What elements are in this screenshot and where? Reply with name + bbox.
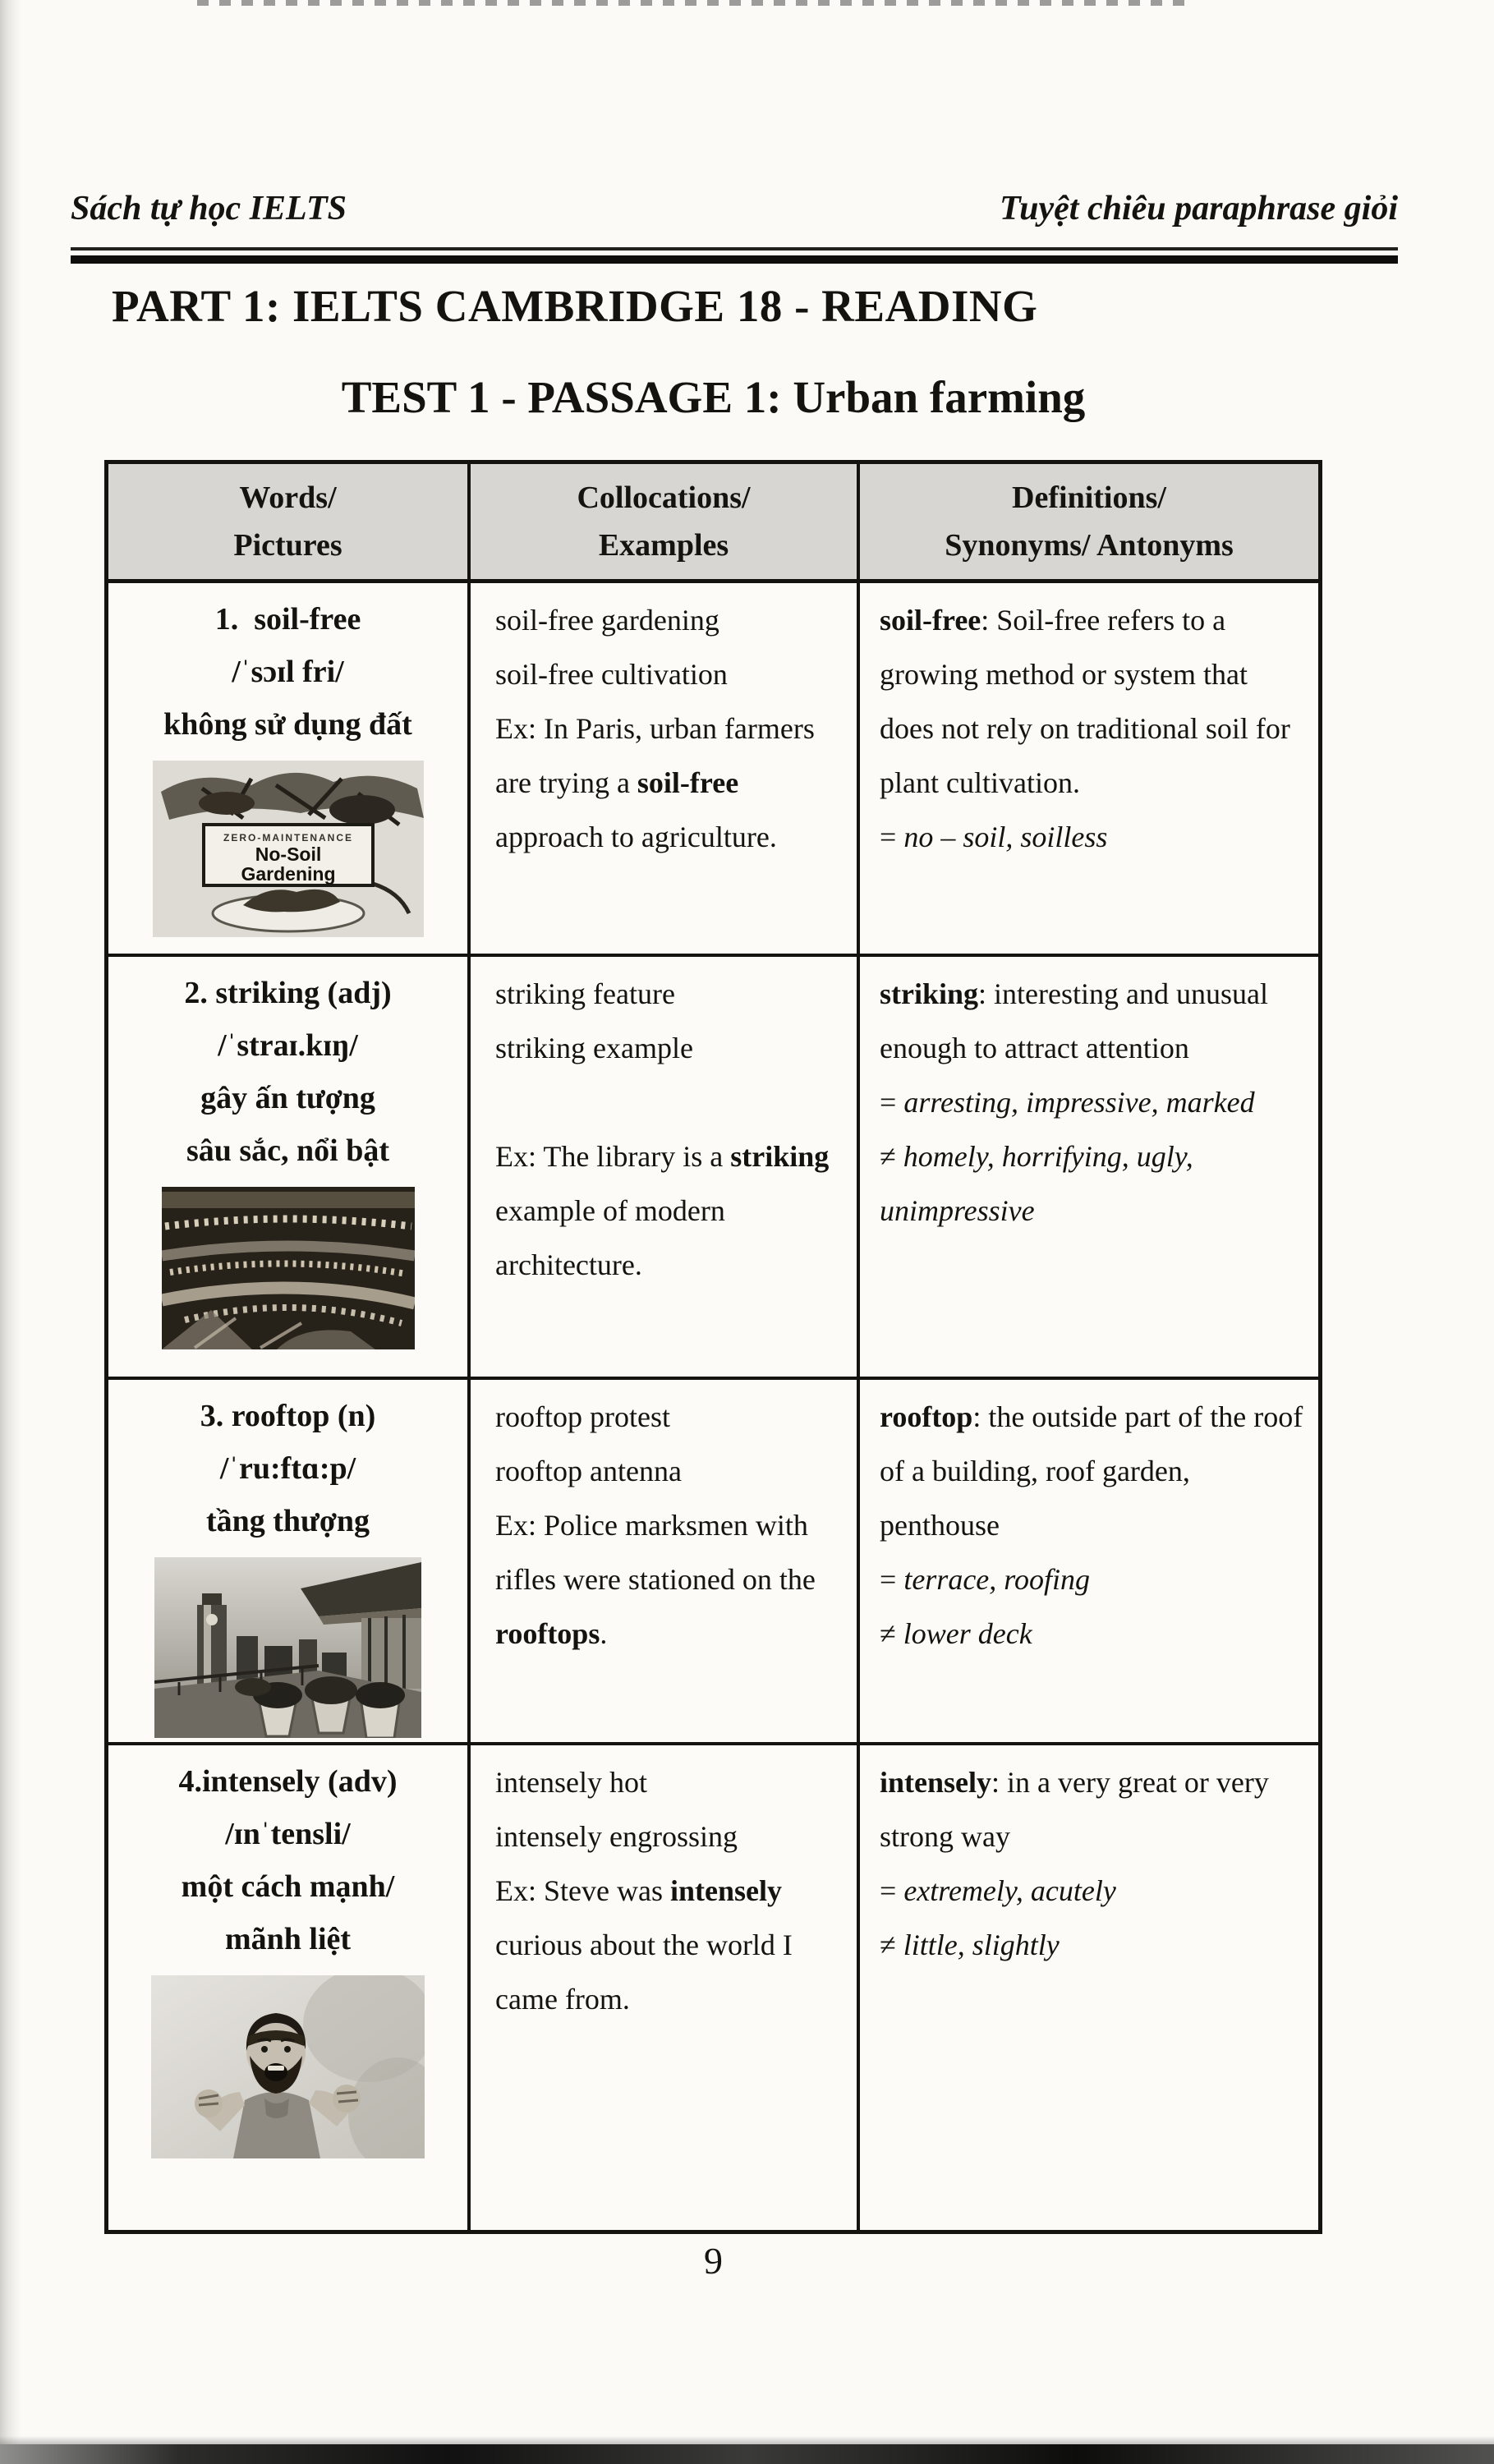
word-heading: 4.intensely (adv) /ɪnˈtensli/ một cách mạnh/ mãnh liệt [178, 1764, 398, 1956]
column-header-line: Synonyms/ Antonyms [945, 528, 1234, 563]
collocations-cell-striking: striking feature striking example Ex: The library is a striking example of modern architecture. [471, 957, 860, 1380]
scan-left-edge-artifact [0, 0, 21, 2464]
word-heading: 3. rooftop (n) /ˈru:ftɑ:p/ tầng thượng [200, 1399, 376, 1538]
photo-label-small: ZERO-MAINTENANCE [223, 832, 353, 844]
word-cell-rooftop [108, 1380, 471, 1745]
running-header-left: Sách tự học IELTS [71, 190, 347, 228]
word-heading: 1. soil-free /ˈsɔɪl fri/ không sử dụng đất [163, 602, 412, 742]
no-soil-gardening-book-photo [153, 761, 424, 937]
running-header [71, 189, 1398, 238]
scan-bottom-edge-artifact [0, 2444, 1494, 2464]
column-header-line: Examples [598, 528, 729, 563]
column-header-definitions-synonyms [860, 464, 1318, 583]
definitions-cell-striking: striking: interesting and unusual enough to attract attention = arresting, impressive, marked ≠ homely, horrifying, ugly, unimpressive [860, 957, 1318, 1380]
page-subtitle: TEST 1 - PASSAGE 1: Urban farming [341, 372, 1086, 422]
column-header-line: Definitions/ [1012, 480, 1166, 515]
photo-label-title-line2: Gardening [240, 863, 336, 885]
definitions-cell-intensely: intensely: in a very great or very strong way = extremely, acutely ≠ little, slightly [880, 1766, 1276, 1961]
running-header-right: Tuyệt chiêu paraphrase giỏi [1000, 190, 1398, 228]
column-header-collocations-examples [471, 464, 860, 583]
collocations-cell-intensely: intensely hot intensely engrossing Ex: Steve was intensely curious about the world I came from. [471, 1745, 860, 2230]
word-heading: 2. striking (adj) /ˈstraɪ.kɪŋ/ gây ấn tượng sâu sắc, nổi bật [184, 976, 392, 1168]
definitions-cell-rooftop: rooftop: the outside part of the roof of a building, roof garden, penthouse = terrace, roofing ≠ lower deck [860, 1380, 1318, 1745]
header-rule-thin [71, 247, 1398, 251]
header-rule-thick [71, 255, 1398, 264]
photo-label-title-line1: No-Soil [255, 844, 321, 865]
definitions-cell-soil-free: soil-free: Soil-free refers to a growing method or system that does not rely on traditional soil for plant cultivation. = no – soil, soilless [860, 583, 1318, 957]
rooftop-garden-photo [154, 1557, 421, 1738]
collocations-cell-rooftop: rooftop protest rooftop antenna Ex: Police marksmen with rifles were stationed on the rooftops. [471, 1380, 860, 1745]
word-cell-intensely [108, 1745, 471, 2230]
page-number: 9 [704, 2240, 723, 2282]
column-header-line: Collocations/ [577, 480, 751, 515]
column-header-line: Words/ [239, 480, 337, 515]
column-header-words-pictures [108, 464, 471, 583]
vocabulary-table [104, 460, 1322, 2234]
word-cell-striking [108, 957, 471, 1380]
page-title: PART 1: IELTS CAMBRIDGE 18 - READING [112, 281, 1038, 331]
column-header-line: Pictures [233, 528, 342, 563]
collocations-cell-soil-free: soil-free gardening soil-free cultivation Ex: In Paris, urban farmers are trying a soil-free approach to agriculture. [471, 583, 860, 957]
scan-bottom-fade [0, 2436, 1494, 2444]
cheering-man-photo [151, 1975, 425, 2158]
scan-top-edge-artifact [197, 0, 1191, 6]
theater-interior-photo [162, 1187, 415, 1349]
word-cell-soil-free [108, 583, 471, 957]
header-rule [71, 247, 1398, 264]
